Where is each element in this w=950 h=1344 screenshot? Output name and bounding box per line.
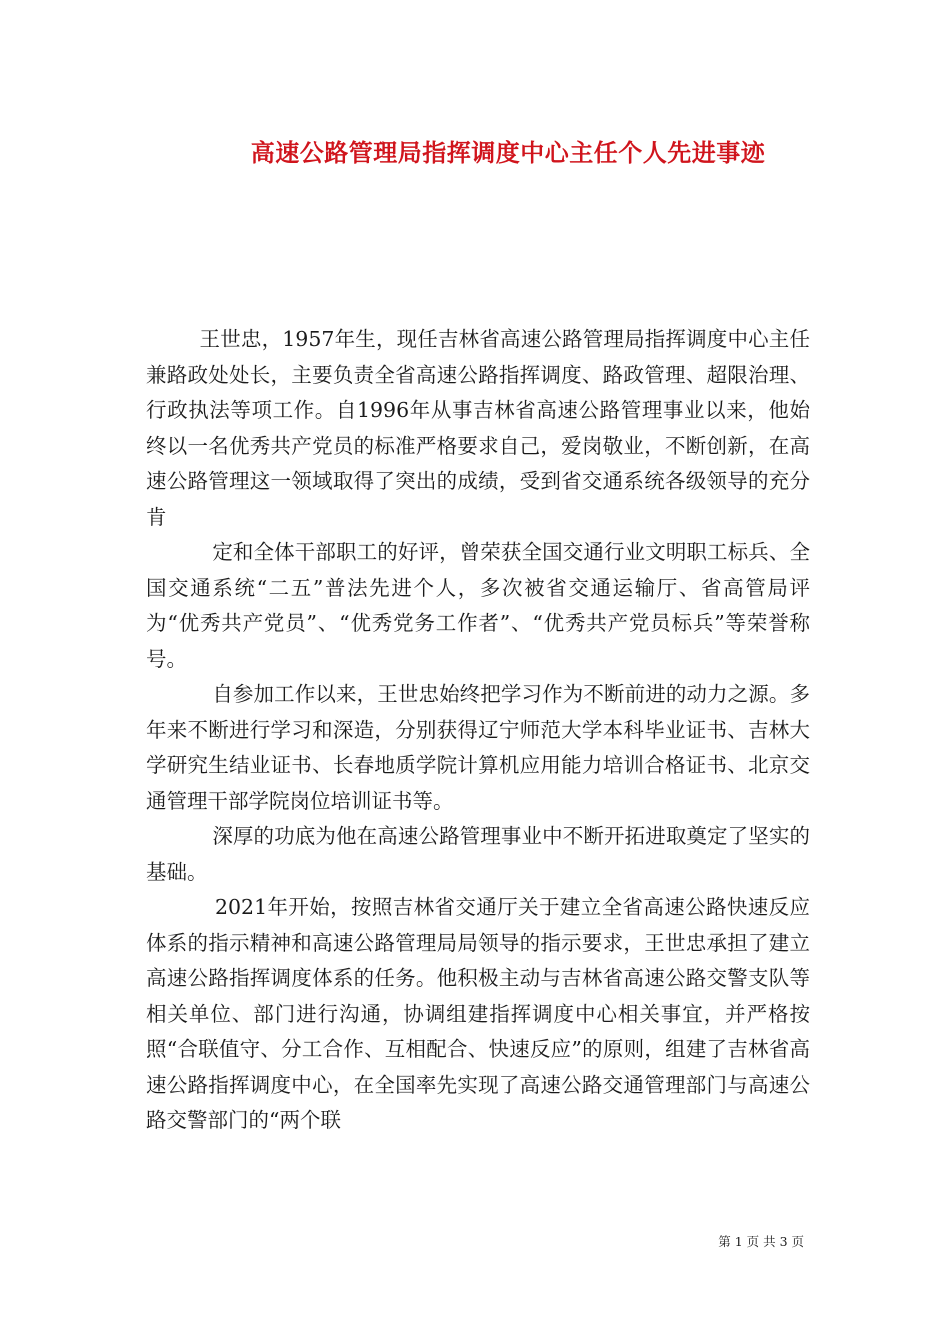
page-number-footer: 第 1 页 共 3 页 <box>718 1234 804 1249</box>
document-title: 高速公路管理局指挥调度中心主任个人先进事迹 <box>250 138 766 167</box>
paragraph-1: 王世忠，1957年生，现任吉林省高速公路管理局指挥调度中心主任兼路政处处长，主要负责全省高速公路指挥调度、路政管理、超限治理、行政执法等项工作。自1996年从事吉林省高速公路管理事业以来，他始终以一名优秀共产党员的标准严格要求自己，爱岗敬业，不断创新，在高速公路管理这一领域取得了突出的成绩，受到省交通系统各级领导的充分肯 <box>146 327 810 529</box>
paragraph-5: 2021年开始，按照吉林省交通厅关于建立全省高速公路快速反应体系的指示精神和高速公路管理局局领导的指示要求，王世忠承担了建立高速公路指挥调度体系的任务。他积极主动与吉林省高速公路交警支队等相关单位、部门进行沟通，协调组建指挥调度中心相关事宜，并严格按照“合联值守、分工合作、互相配合、快速反应”的原则，组建了吉林省高速公路指挥调度中心，在全国率先实现了高速公路交通管理部门与高速公路交警部门的“两个联 <box>146 895 811 1132</box>
paragraph-3: 自参加工作以来，王世忠始终把学习作为不断前进的动力之源。多年来不断进行学习和深造，分别获得辽宁师范大学本科毕业证书、吉林大学研究生结业证书、长春地质学院计算机应用能力培训合格证书、北京交通管理干部学院岗位培训证书等。 <box>146 682 810 813</box>
paragraph-2: 定和全体干部职工的好评，曾荣获全国交通行业文明职工标兵、全国交通系统“二五”普法先进个人，多次被省交通运输厅、省高管局评为“优秀共产党员”、“优秀党务工作者”、“优秀共产党员标兵”等荣誉称号。 <box>146 540 810 671</box>
paragraph-4: 深厚的功底为他在高速公路管理事业中不断开拓进取奠定了坚实的基础。 <box>146 824 810 884</box>
document-body <box>146 322 810 1139</box>
